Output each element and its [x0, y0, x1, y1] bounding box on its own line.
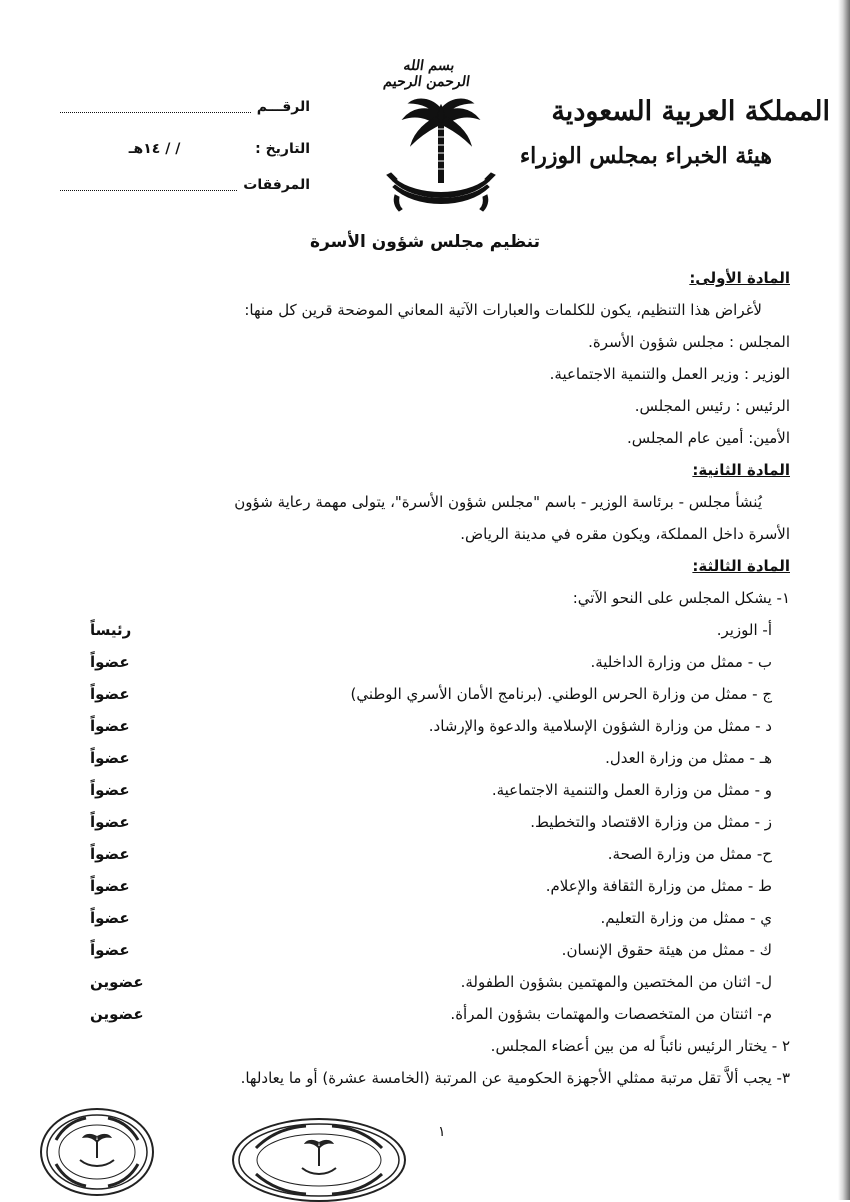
reference-label: الرقـــم — [256, 99, 310, 115]
member-role: رئيساً — [90, 621, 132, 639]
member-row — [90, 710, 790, 742]
member-role: عضواً — [90, 909, 130, 927]
scan-shadow-edge — [838, 0, 850, 1200]
member-text: ك - ممثل من هيئة حقوق الإنسان. — [561, 941, 772, 959]
member-row — [90, 614, 790, 646]
member-text: ح- ممثل من وزارة الصحة. — [607, 845, 772, 863]
page-number: ١ — [438, 1124, 446, 1140]
org-name-experts-commission: هيئة الخبراء بمجلس الوزراء — [519, 143, 772, 169]
article-2-heading: المادة الثانية: — [692, 461, 790, 479]
member-text: أ- الوزير. — [716, 621, 772, 639]
official-seal-stamp — [232, 1118, 406, 1202]
basmala-calligraphy: بسم الله الرحمن الرحيم — [382, 58, 471, 90]
member-role: عضواً — [90, 877, 130, 895]
member-text: ز - ممثل من وزارة الاقتصاد والتخطيط. — [530, 813, 772, 831]
member-row — [90, 742, 790, 774]
attachments-blank-line — [60, 180, 237, 191]
member-row — [90, 870, 790, 902]
member-row — [90, 646, 790, 678]
member-text: م- اثنتان من المتخصصات والمهتمات بشؤون المرأة. — [450, 1005, 772, 1023]
document-title: تنظيم مجلس شؤون الأسرة — [310, 232, 540, 252]
definition-president: الرئيس : رئيس المجلس. — [634, 397, 790, 415]
article-3-clause-2: ٢ - يختار الرئيس نائباً له من بين أعضاء المجلس. — [490, 1037, 790, 1055]
member-row — [90, 774, 790, 806]
member-role: عضواً — [90, 717, 130, 735]
member-text: ب - ممثل من وزارة الداخلية. — [590, 653, 772, 671]
member-role: عضوين — [90, 1005, 144, 1023]
date-label: التاريخ : — [255, 141, 310, 157]
attachments-label: المرفقات — [243, 177, 310, 193]
member-row — [90, 838, 790, 870]
member-role: عضواً — [90, 685, 130, 703]
member-role: عضواً — [90, 845, 130, 863]
article-3-heading: المادة الثالثة: — [692, 557, 790, 575]
member-row — [90, 902, 790, 934]
reference-blank-line — [60, 102, 251, 113]
article-3-clause-3: ٣- يجب ألاَّ تقل مرتبة ممثلي الأجهزة الحكومية عن المرتبة (الخامسة عشرة) أو ما يعادلها. — [240, 1069, 790, 1087]
member-row — [90, 806, 790, 838]
date-value: / / ١٤هـ — [128, 141, 181, 157]
member-text: ط - ممثل من وزارة الثقافة والإعلام. — [545, 877, 772, 895]
definition-minister: الوزير : وزير العمل والتنمية الاجتماعية. — [549, 365, 790, 383]
member-row — [90, 966, 790, 998]
member-role: عضواً — [90, 749, 130, 767]
member-row — [90, 934, 790, 966]
date-field — [60, 136, 310, 162]
attachments-field — [60, 172, 310, 198]
member-text: هـ - ممثل من وزارة العدل. — [605, 749, 772, 767]
member-row — [90, 998, 790, 1030]
article-1-intro: لأغراض هذا التنظيم، يكون للكلمات والعبارات الآتية المعاني الموضحة قرين كل منها: — [244, 301, 762, 319]
article-2-text-line-1: يُنشأ مجلس - برئاسة الوزير - باسم "مجلس شؤون الأسرة"، يتولى مهمة رعاية شؤون — [234, 493, 762, 511]
reference-number-field — [60, 94, 310, 120]
official-seal-stamp — [40, 1108, 154, 1196]
member-role: عضواً — [90, 941, 130, 959]
member-text: ل- اثنان من المختصين والمهتمين بشؤون الطفولة. — [460, 973, 772, 991]
member-row — [90, 678, 790, 710]
member-text: ي - ممثل من وزارة التعليم. — [600, 909, 772, 927]
member-text: ج - ممثل من وزارة الحرس الوطني. (برنامج الأمان الأسري الوطني) — [350, 685, 772, 703]
member-role: عضواً — [90, 653, 130, 671]
document-body — [90, 262, 790, 1094]
member-text: د - ممثل من وزارة الشؤون الإسلامية والدعوة والإرشاد. — [428, 717, 772, 735]
definition-council: المجلس : مجلس شؤون الأسرة. — [588, 333, 790, 351]
member-role: عضواً — [90, 781, 130, 799]
member-role: عضوين — [90, 973, 144, 991]
article-3-clause-1: ١- يشكل المجلس على النحو الآتي: — [572, 589, 790, 607]
member-text: و - ممثل من وزارة العمل والتنمية الاجتماعية. — [491, 781, 772, 799]
article-2-text-line-2: الأسرة داخل المملكة، ويكون مقره في مدينة الرياض. — [460, 525, 790, 543]
definition-secretary: الأمين: أمين عام المجلس. — [627, 429, 790, 447]
org-name-kingdom: المملكة العربية السعودية — [551, 96, 830, 127]
member-role: عضواً — [90, 813, 130, 831]
article-1-heading: المادة الأولى: — [689, 269, 790, 287]
